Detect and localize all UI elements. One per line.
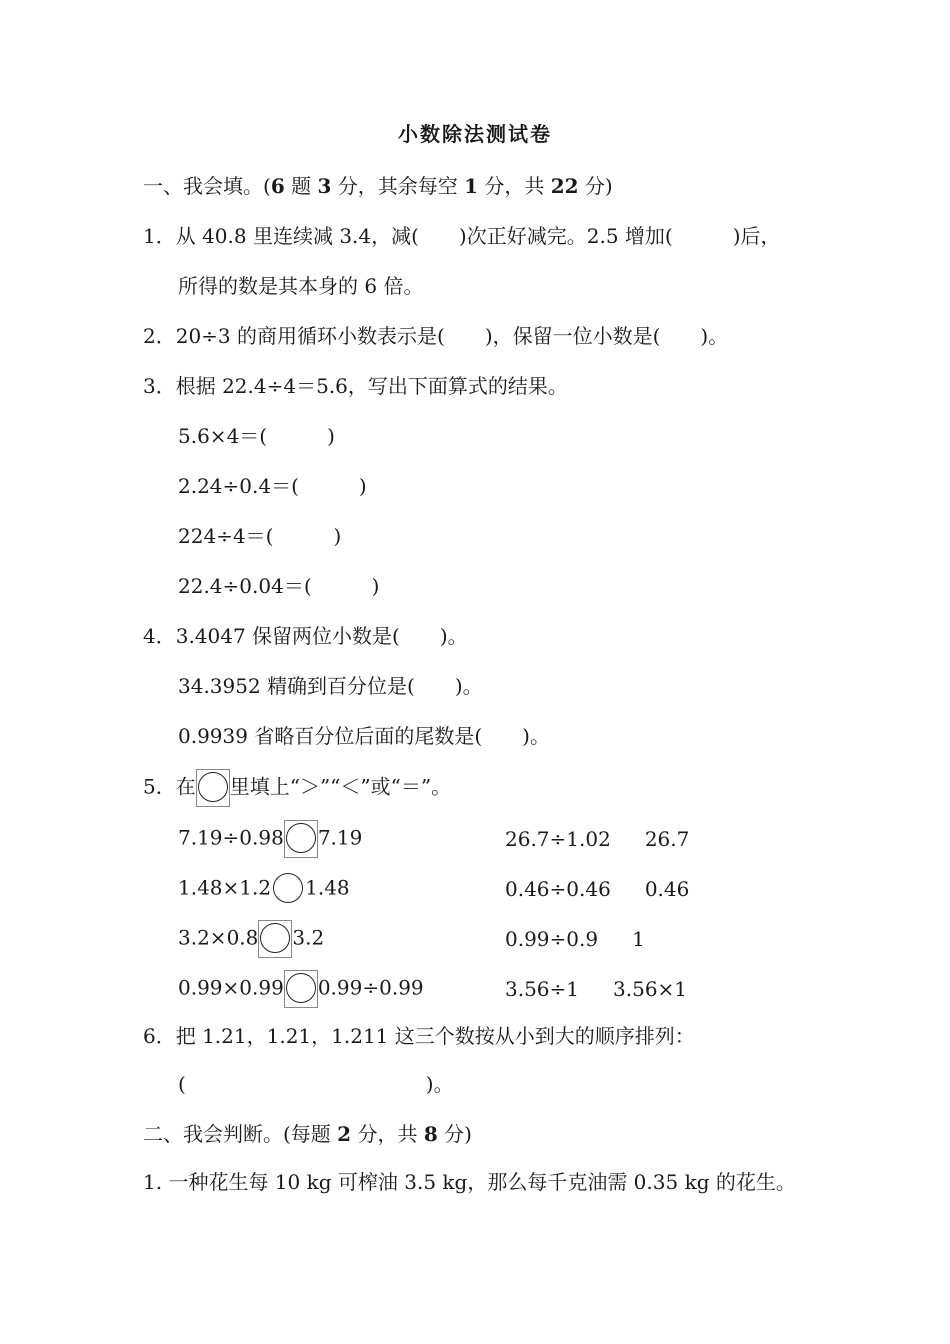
compare-answer-circle[interactable] xyxy=(285,971,317,1007)
compare-expression: 1.48×1.2 xyxy=(178,875,272,900)
heading-number: 8 xyxy=(423,1122,438,1146)
heading-text: 二、我会判断。(每题 xyxy=(143,1122,338,1146)
heading-number: 3 xyxy=(317,174,332,198)
compare-expression: 0.46 xyxy=(644,877,690,901)
question-4-item: 4．3.4047 保留两位小数是( )。 xyxy=(143,624,468,648)
compare-expression: 3.2×0.8 xyxy=(178,925,259,950)
page-title: 小数除法测试卷 xyxy=(398,122,552,146)
compare-row-right xyxy=(505,975,687,1003)
heading-number: 22 xyxy=(550,174,579,198)
question-4-item: 34.3952 精确到百分位是( )。 xyxy=(178,674,483,698)
compare-expression: 1.48 xyxy=(305,875,350,900)
compare-expression: 1 xyxy=(632,927,645,951)
question-4-item: 0.9939 省略百分位后面的尾数是( )。 xyxy=(178,724,550,748)
judge-question-1: 1. 一种花生每 10 kg 可榨油 3.5 kg，那么每千克油需 0.35 kg 的花生。 xyxy=(143,1170,796,1194)
compare-expression: 3.56×1 xyxy=(613,977,688,1001)
heading-number: 6 xyxy=(270,174,285,198)
heading-text: 一、我会填。( xyxy=(143,174,271,198)
heading-text: 分，其余每空 xyxy=(331,174,465,198)
question-3-item: 5.6×4＝( ) xyxy=(178,424,335,448)
heading-number: 1 xyxy=(464,174,479,198)
compare-circle-icon xyxy=(197,770,229,806)
question-5-intro xyxy=(143,770,451,806)
question-6-answer-blank: ( )。 xyxy=(178,1072,454,1096)
compare-expression: 26.7÷1.02 xyxy=(505,827,611,851)
heading-number: 2 xyxy=(337,1122,352,1146)
compare-row-left xyxy=(178,921,324,957)
compare-answer-circle[interactable] xyxy=(259,921,291,957)
compare-row-right xyxy=(505,875,689,903)
section-1-heading xyxy=(143,172,613,200)
compare-row-left xyxy=(178,971,424,1007)
question-3-item: 22.4÷0.04＝( ) xyxy=(178,574,380,598)
question-3-item: 2.24÷0.4＝( ) xyxy=(178,474,367,498)
compare-answer-circle[interactable] xyxy=(272,871,304,907)
question-2: 2．20÷3 的商用循环小数表示是( )，保留一位小数是( )。 xyxy=(143,324,729,348)
heading-text: 分，共 xyxy=(478,174,551,198)
compare-expression: 26.7 xyxy=(644,827,690,851)
compare-row-left xyxy=(178,821,362,857)
heading-text: 题 xyxy=(284,174,318,198)
question-5-prefix: 5．在 xyxy=(143,774,196,799)
compare-expression: 7.19÷0.98 xyxy=(178,825,284,850)
compare-row-right xyxy=(505,825,689,853)
question-1-line-1: 1．从 40.8 里连续减 3.4，减( )次正好减完。2.5 增加( )后， xyxy=(143,224,781,248)
heading-text: 分) xyxy=(578,174,613,198)
compare-expression: 0.99÷0.99 xyxy=(317,975,424,1000)
compare-expression: 0.99÷0.9 xyxy=(505,927,599,951)
heading-text: 分) xyxy=(437,1122,472,1146)
heading-text: 分，共 xyxy=(351,1122,424,1146)
compare-expression: 7.19 xyxy=(317,825,363,850)
section-2-heading xyxy=(143,1120,472,1148)
question-6-line-1: 6．把 1.21，1.21，1.211 这三个数按从小到大的顺序排列： xyxy=(143,1024,695,1048)
compare-row-right xyxy=(505,925,645,953)
question-3-item: 224÷4＝( ) xyxy=(178,524,342,548)
compare-expression: 0.99×0.99 xyxy=(178,975,284,1000)
question-5-suffix: 里填上“＞”“＜”或“＝”。 xyxy=(229,774,452,799)
compare-answer-circle[interactable] xyxy=(285,821,317,857)
compare-row-left xyxy=(178,871,350,907)
compare-expression: 3.2 xyxy=(292,925,325,950)
compare-expression: 3.56÷1 xyxy=(505,977,580,1001)
question-3-intro: 3．根据 22.4÷4＝5.6，写出下面算式的结果。 xyxy=(143,374,568,398)
question-1-line-2: 所得的数是其本身的 6 倍。 xyxy=(178,274,424,298)
compare-expression: 0.46÷0.46 xyxy=(505,877,611,901)
